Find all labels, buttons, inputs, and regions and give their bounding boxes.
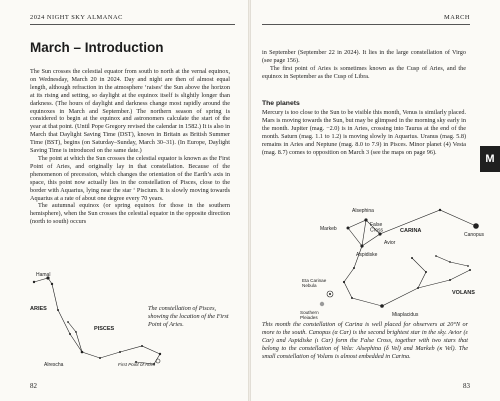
paragraph: in September (September 22 in 2024). It lies in the large constellation of Virgo (see page 156). — [262, 49, 466, 64]
carina-caption: This month the constellation of Carina is well placed for observers at 20°N or more to the south. Canopus (α Car) is the second brightest star in the sky. Avior (ε Car) and Aspidiske (ι Car) form the False Cross, together with two stars that belong to the constellation of Vela: Alsephina (δ Vel) and Markeb (κ Vel). The small constellation of Volans is almost embedded in Carina. — [262, 321, 468, 360]
constellation-label-volans: VOLANS — [452, 290, 475, 296]
label-false-cross: False Cross — [370, 222, 384, 234]
label-eta-carinae-nebula: Eta Carinae Nebula — [302, 278, 327, 289]
star-label-hamal: Hamal — [36, 272, 51, 278]
right-body-text — [262, 49, 466, 81]
paragraph: The first point of Aries is sometimes known as the Cusp of Aries, and the equinox in September as the Cusp of Libra. — [262, 64, 466, 80]
planets-text — [262, 109, 466, 156]
left-body-text — [30, 68, 230, 226]
pisces-caption: The constellation of Pisces, showing the location of the First Point of Aries. — [148, 305, 229, 328]
paragraph: The point at which the Sun crosses the celestial equator is known as the First Point of Aries, and originally lay in that constellation. Because of the phenomenon of precession, which changes the orientation of the Earth’s axis in space, this point now actually lies in the constellation of Pisces, close to the border with Aquarius, lying near the star ‘ Piscium. It is slowly moving towards Aquarius at a rate of about one degree every 70 years. — [30, 154, 230, 202]
label-southern-pleiades: Southern Pleiades — [300, 310, 319, 321]
constellation-label-pisces: PISCES — [94, 326, 115, 332]
star-label-miaplacidus: Miaplacidus — [392, 312, 419, 318]
page-title: March – Introduction — [30, 40, 164, 55]
first-point-marker — [156, 359, 160, 363]
constellation-label-carina: CARINA — [400, 228, 422, 234]
running-head-left: 2024 NIGHT SKY ALMANAC — [30, 14, 123, 21]
star-label-canopus: Canopus — [464, 232, 485, 238]
header-rule-right — [262, 24, 470, 25]
star-label-avior: Avior — [384, 240, 396, 246]
page-number-right: 83 — [463, 382, 470, 390]
label-first-point-of-aries: First Point of Aries — [118, 362, 156, 367]
star-label-markeb: Markeb — [320, 226, 337, 232]
southern-pleiades-marker — [320, 302, 324, 306]
star-label-alsephina: Alsephina — [352, 208, 374, 214]
page-number-left: 82 — [30, 382, 37, 390]
star-label-alrescha: Alrescha — [44, 362, 64, 368]
month-thumb-tab[interactable]: M — [480, 146, 500, 172]
star-label-aspidiske: Aspidiske — [356, 252, 378, 258]
header-rule-left — [30, 24, 235, 25]
running-head-right: MARCH — [444, 14, 470, 21]
carina-star-chart — [300, 196, 490, 321]
book-gutter — [248, 0, 251, 401]
planets-heading: The planets — [262, 100, 300, 107]
constellation-label-aries: ARIES — [30, 306, 47, 312]
paragraph: The Sun crosses the celestial equator from south to north at the vernal equinox, on Wednesday, March 20 in 2024. Day and night are then of almost equal length, although refraction in the atmosphere ‘raises’ the Sun above the horizon at its rising and setting, so daylight at the equinox itself is slightly longer than darkness. (The hours of daylight and darkness change most rapidly around the equinoxes in March and September.) The northern season of spring is considered to begin at the equinox and astronomers calculate the start of the year at that point. (Until Pope Gregory revised the calendar in 1582.) It is also in March that Daylight Saving Time (DST), known in Britain as British Summer Time (BST), begins (on Saturday–Sunday, March 30–31). (In Europe, Daylight Saving Time is introduced on the same date.) — [30, 68, 230, 155]
paragraph: The autumnal equinox (or spring equinox for those in the southern hemisphere), when the Sun crosses the celestial equator in the opposite direction (north to south) occurs — [30, 202, 230, 226]
paragraph: Mercury is too close to the Sun to be visible this month, Venus is similarly placed. Mars is moving towards the Sun, but may be glimpsed in the morning sky early in the month. Jupiter (mag. −2.0) is in Aries, crossing into Taurus at the end of the month. Saturn (mag. 1.1 to 1.2) is moving slowly in Aquarius. Uranus (mag. 5.8) remains in Aries and Neptune (mag. 8.0 to 7.9) in Pisces. Minor planet (4) Vesta (mag. 8.7) comes to opposition on March 3 (see the maps on page 96). — [262, 109, 466, 156]
